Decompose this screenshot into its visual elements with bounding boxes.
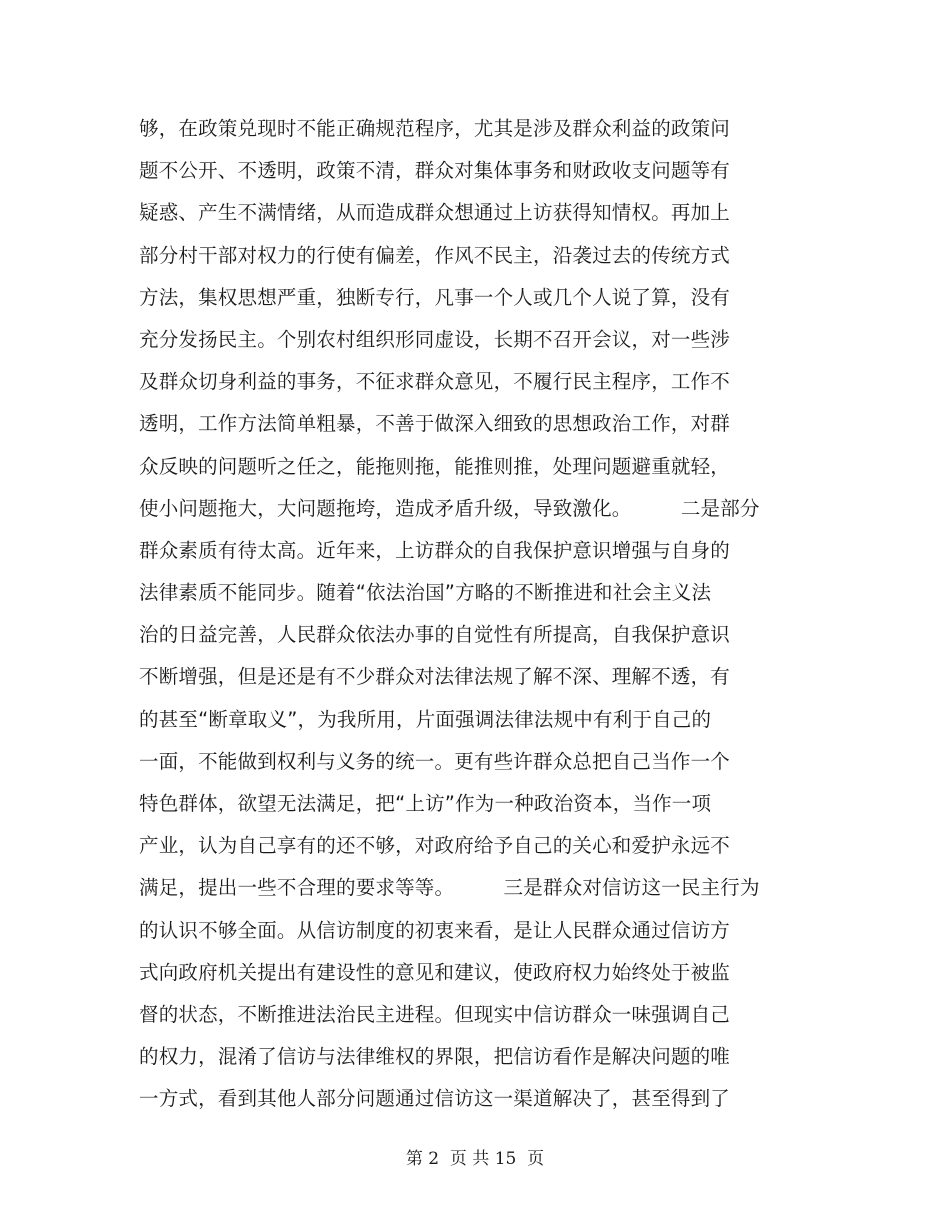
text-line-21: 式向政府机关提出有建设性的意见和建议，使政府权力始终处于被监 xyxy=(139,960,731,984)
text-line-9: 众反映的问题听之任之，能拖则拖，能推则推，处理问题避重就轻， xyxy=(139,454,731,478)
text-line-14: 不断增强，但是还是有不少群众对法律法规了解不深、理解不透，有 xyxy=(139,665,731,689)
text-line-22: 督的状态，不断推进法治民主进程。但现实中信访群众一味强调自己 xyxy=(139,1002,731,1026)
text-line-5: 方法，集权思想严重，独断专行，凡事一个人或几个人说了算，没有 xyxy=(139,285,731,309)
text-line-19: 满足，提出一些不合理的要求等等。 三是群众对信访这一民主行为 xyxy=(139,876,760,900)
page-number-footer: 第 2 页 共 15 页 xyxy=(405,1149,545,1169)
text-line-6: 充分发扬民主。个别农村组织形同虚设，长期不召开会议，对一些涉 xyxy=(139,327,731,351)
text-line-15: 的甚至“断章取义”，为我所用，片面强调法律法规中有利于自己的 xyxy=(139,707,712,731)
text-line-17: 特色群体，欲望无法满足，把“上访”作为一种政治资本，当作一项 xyxy=(139,792,712,815)
text-line-13: 治的日益完善，人民群众依法办事的自觉性有所提高，自我保护意识 xyxy=(139,623,731,647)
text-line-4: 部分村干部对权力的行使有偏差，作风不民主，沿袭过去的传统方式 xyxy=(139,243,731,267)
text-line-2: 题不公开、不透明，政策不清，群众对集体事务和财政收支问题等有 xyxy=(139,159,731,183)
text-line-3: 疑惑、产生不满情绪，从而造成群众想通过上访获得知情权。再加上 xyxy=(139,201,731,225)
text-line-11: 群众素质有待太高。近年来，上访群众的自我保护意识增强与自身的 xyxy=(139,538,731,562)
text-line-18: 产业，认为自己享有的还不够，对政府给予自己的关心和爱护永远不 xyxy=(139,834,731,858)
text-line-7: 及群众切身利益的事务，不征求群众意见，不履行民主程序，工作不 xyxy=(139,370,731,394)
text-line-23: 的权力，混淆了信访与法律维权的界限，把信访看作是解决问题的唯 xyxy=(139,1045,731,1069)
text-line-8: 透明，工作方法简单粗暴，不善于做深入细致的思想政治工作，对群 xyxy=(139,412,731,436)
body-text xyxy=(139,108,839,1121)
text-line-20: 的认识不够全面。从信访制度的初衷来看，是让人民群众通过信访方 xyxy=(139,918,731,942)
text-line-16: 一面，不能做到权利与义务的统一。更有些许群众总把自己当作一个 xyxy=(139,749,731,773)
text-line-12: 法律素质不能同步。随着“依法治国”方略的不断推进和社会主义法 xyxy=(139,581,712,605)
text-line-1: 够，在政策兑现时不能正确规范程序，尤其是涉及群众利益的政策问 xyxy=(139,117,731,140)
text-line-10: 使小问题拖大，大问题拖垮，造成矛盾升级，导致激化。 二是部分 xyxy=(139,496,760,520)
text-line-24: 一方式，看到其他人部分问题通过信访这一渠道解决了，甚至得到了 xyxy=(139,1087,731,1111)
